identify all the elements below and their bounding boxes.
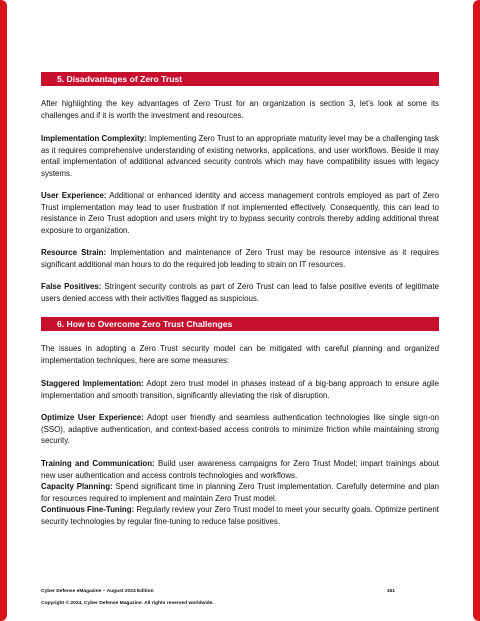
item-text: Adopt user friendly and seamless authentication technologies like single sign-on (SSO), adaptive authentication, and context-based access controls to minimize friction while maintaining strong security. [41,413,439,446]
footer-page-number: 151 [386,589,395,594]
item-term: Capacity Planning: [41,482,113,491]
item-staggered-implementation [41,378,439,401]
item-term: Continuous Fine-Tuning: [41,505,135,514]
item-text: Adopt zero trust model in phases instead of a big-bang approach to ensure agile implementation and smooth transition, significantly alleviating the risk of disruption. [41,379,439,400]
item-text: Regularly review your Zero Trust model to meet your security goals. Optimize pertinent security technologies by regular fine-tuning to reduce false positives. [41,505,439,526]
section-5-heading: 5. Disadvantages of Zero Trust [41,72,439,86]
item-text: Build user awareness campaigns for Zero Trust Model; impart trainings about new user authentication and access controls technologies and workflows. [41,459,439,480]
footer-copyright: Copyright © 2024, Cyber Defense Magazine. All rights reserved worldwide. [41,601,214,606]
item-term: User Experience: [41,191,107,200]
item-term: False Positives: [41,282,102,291]
section-5-intro: After highlighting the key advantages of Zero Trust for an organization is section 3, let’s look at some its challenges and if it is worth the investment and resources. [41,99,439,120]
item-optimize-user-experience [41,412,439,447]
document-page [41,0,439,621]
item-false-positives [41,281,439,304]
item-term: Optimize User Experience: [41,413,144,422]
footer-edition: Cyber Defense eMagazine – August 2024 Edition [41,589,154,594]
footer-edition-line [41,589,439,594]
item-continuous-fine-tuning [41,504,439,527]
section-6-heading: 6. How to Overcome Zero Trust Challenges [41,317,439,331]
item-resource-strain [41,247,439,270]
item-term: Implementation Complexity: [41,134,147,143]
item-text: Additional or enhanced identity and access management controls employed as part of Zero Trust implementation may lead to user frustration if not implemented effectively. Consequently, this can lead to resistance in Zero Trust adoption and users might try to bypass security controls thereby adding additional threat exposure to organization. [41,191,439,235]
item-training-and-communication [41,458,439,481]
item-text: Spend significant time in planning Zero Trust implementation. Carefully determine and plan for resources required to implement and maintain Zero Trust model. [41,482,439,503]
item-capacity-planning [41,481,439,504]
left-edge-stripe [0,0,7,621]
section-6-intro: The issues in adopting a Zero Trust security model can be mitigated with careful planning and organized implementation techniques, here are some measures: [41,344,439,365]
item-text: Implementing Zero Trust to an appropriate maturity level may be a challenging task as it requires comprehensive understanding of existing networks, applications, and user workflows. Beside it may entail implementation of additional advanced security controls which may have compatibility issues with legacy systems. [41,134,439,178]
item-text: Implementation and maintenance of Zero Trust may be resource intensive as it requires significant additional man hours to do the required job leading to strain on IT resources. [41,248,439,269]
right-edge-stripe [473,0,480,621]
item-term: Training and Communication: [41,459,155,468]
item-term: Resource Strain: [41,248,107,257]
item-user-experience [41,190,439,236]
item-implementation-complexity [41,133,439,179]
item-term: Staggered Implementation: [41,379,144,388]
item-text: Stringent security controls as part of Zero Trust can lead to false positive events of legitimate users denied access with their activities flagged as suspicious. [41,282,439,303]
